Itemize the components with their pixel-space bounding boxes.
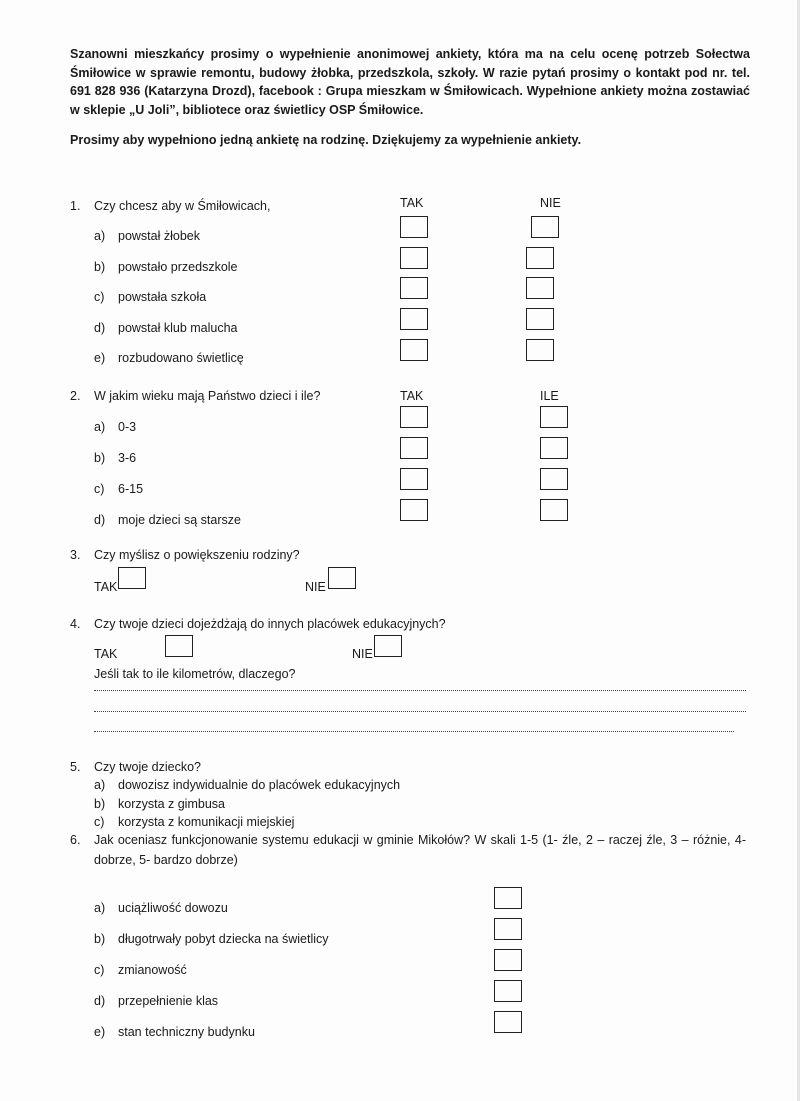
q1-text: Czy chcesz aby w Śmiłowicach, (94, 199, 271, 213)
q3-number: 3. (70, 548, 81, 562)
intro-text: Szanowni mieszkańcy prosimy o wypełnienie anonimowej ankiety, która ma na celu ocenę potrzeb Sołectwa Śmiłowice w sprawie remontu, budowy żłobka, przedszkola, szkoły. W razie pytań prosimy o kontakt pod nr. tel. 691 828 936 (Katarzyna Drozd), facebook : Grupa mieszkam w Śmiłowicach. Wypełnione ankiety można zostawiać w sklepie „U Joli”, bibliotece oraz świetlicy OSP Śmiłowice. (70, 47, 750, 117)
q2-col-count: ILE (540, 389, 559, 403)
q4-answer-line-1[interactable] (94, 690, 746, 691)
q4-answer-line-3[interactable] (94, 731, 734, 732)
q2-c-count-box[interactable] (540, 468, 568, 490)
q4-no-label: NIE (352, 647, 373, 661)
q6-c-letter: c) (94, 963, 105, 977)
q1-c-yes-checkbox[interactable] (400, 277, 428, 299)
q1-e-yes-checkbox[interactable] (400, 339, 428, 361)
q2-a-text: 0-3 (118, 420, 137, 434)
q6-c-text: zmianowość (118, 963, 187, 977)
q4-yes-label: TAK (94, 647, 118, 661)
q6-number: 6. (70, 833, 81, 847)
q1-c-letter: c) (94, 290, 105, 304)
q6-d-letter: d) (94, 994, 106, 1008)
q5-number: 5. (70, 760, 81, 774)
q6-a-rating-box[interactable] (494, 887, 522, 909)
thanks-text: Prosimy aby wypełniono jedną ankietę na rodzinę. Dziękujemy za wypełnienie ankiety. (70, 133, 582, 147)
q4-followup: Jeśli tak to ile kilometrów, dlaczego? (94, 667, 296, 681)
q1-e-letter: e) (94, 351, 106, 365)
q1-c-text: powstała szkoła (118, 290, 207, 304)
q2-d-text: moje dzieci są starsze (118, 513, 241, 527)
q2-a-letter: a) (94, 420, 106, 434)
q2-b-letter: b) (94, 451, 106, 465)
q4-text: Czy twoje dzieci dojeżdżają do innych placówek edukacyjnych? (94, 617, 446, 631)
q6-b-text: długotrwały pobyt dziecka na świetlicy (118, 932, 329, 946)
q2-a-yes-checkbox[interactable] (400, 406, 428, 428)
q1-col-no: NIE (540, 196, 561, 210)
q5-b-text: korzysta z gimbusa (118, 797, 225, 811)
q1-b-yes-checkbox[interactable] (400, 247, 428, 269)
q1-a-yes-checkbox[interactable] (400, 216, 428, 238)
q1-e-no-checkbox[interactable] (526, 339, 554, 361)
q1-c-no-checkbox[interactable] (526, 277, 554, 299)
q6-a-text: uciążliwość dowozu (118, 901, 228, 915)
q5-c-text: korzysta z komunikacji miejskiej (118, 815, 295, 829)
q1-a-text: powstał żłobek (118, 229, 200, 243)
q1-b-text: powstało przedszkole (118, 260, 238, 274)
q1-e-text: rozbudowano świetlicę (118, 351, 244, 365)
q6-b-rating-box[interactable] (494, 918, 522, 940)
intro-paragraph (70, 45, 750, 119)
q1-d-letter: d) (94, 321, 106, 335)
q3-text: Czy myślisz o powiększeniu rodziny? (94, 548, 300, 562)
q2-c-yes-checkbox[interactable] (400, 468, 428, 490)
q2-col-yes: TAK (400, 389, 424, 403)
q6-d-rating-box[interactable] (494, 980, 522, 1002)
q5-b-letter: b) (94, 797, 106, 811)
q1-d-text: powstał klub malucha (118, 321, 238, 335)
q2-d-letter: d) (94, 513, 106, 527)
q1-b-letter: b) (94, 260, 106, 274)
q1-col-yes: TAK (400, 196, 424, 210)
q2-b-text: 3-6 (118, 451, 137, 465)
q4-number: 4. (70, 617, 81, 631)
q6-e-text: stan techniczny budynku (118, 1025, 255, 1039)
q1-d-yes-checkbox[interactable] (400, 308, 428, 330)
q6-e-rating-box[interactable] (494, 1011, 522, 1033)
q2-d-count-box[interactable] (540, 499, 568, 521)
q2-c-text: 6-15 (118, 482, 144, 496)
q2-text: W jakim wieku mają Państwo dzieci i ile? (94, 389, 321, 403)
q2-b-yes-checkbox[interactable] (400, 437, 428, 459)
q2-number: 2. (70, 389, 81, 403)
q6-e-letter: e) (94, 1025, 106, 1039)
q4-yes-checkbox[interactable] (165, 635, 193, 657)
q3-yes-label: TAK (94, 580, 118, 594)
q1-a-no-checkbox[interactable] (531, 216, 559, 238)
q2-b-count-box[interactable] (540, 437, 568, 459)
q4-answer-line-2[interactable] (94, 711, 746, 712)
q3-yes-checkbox[interactable] (118, 567, 146, 589)
q1-d-no-checkbox[interactable] (526, 308, 554, 330)
q2-a-count-box[interactable] (540, 406, 568, 428)
q6-b-letter: b) (94, 932, 106, 946)
q1-b-no-checkbox[interactable] (526, 247, 554, 269)
q4-no-checkbox[interactable] (374, 635, 402, 657)
q2-d-yes-checkbox[interactable] (400, 499, 428, 521)
q6-a-letter: a) (94, 901, 106, 915)
q5-c-letter: c) (94, 815, 105, 829)
q6-c-rating-box[interactable] (494, 949, 522, 971)
q1-a-letter: a) (94, 229, 106, 243)
q6-d-text: przepełnienie klas (118, 994, 219, 1008)
q3-no-checkbox[interactable] (328, 567, 356, 589)
q5-a-text: dowozisz indywidualnie do placówek edukacyjnych (118, 778, 401, 792)
q3-no-label: NIE (305, 580, 326, 594)
q5-a-letter: a) (94, 778, 106, 792)
q5-text: Czy twoje dziecko? (94, 760, 201, 774)
q6-text: Jak oceniasz funkcjonowanie systemu edukacji w gminie Mikołów? W skali 1-5 (1- źle, 2 – raczej źle, 3 – różnie, 4- dobrze, 5- bardzo dobrze) (94, 833, 746, 867)
q1-number: 1. (70, 199, 81, 213)
q2-c-letter: c) (94, 482, 105, 496)
